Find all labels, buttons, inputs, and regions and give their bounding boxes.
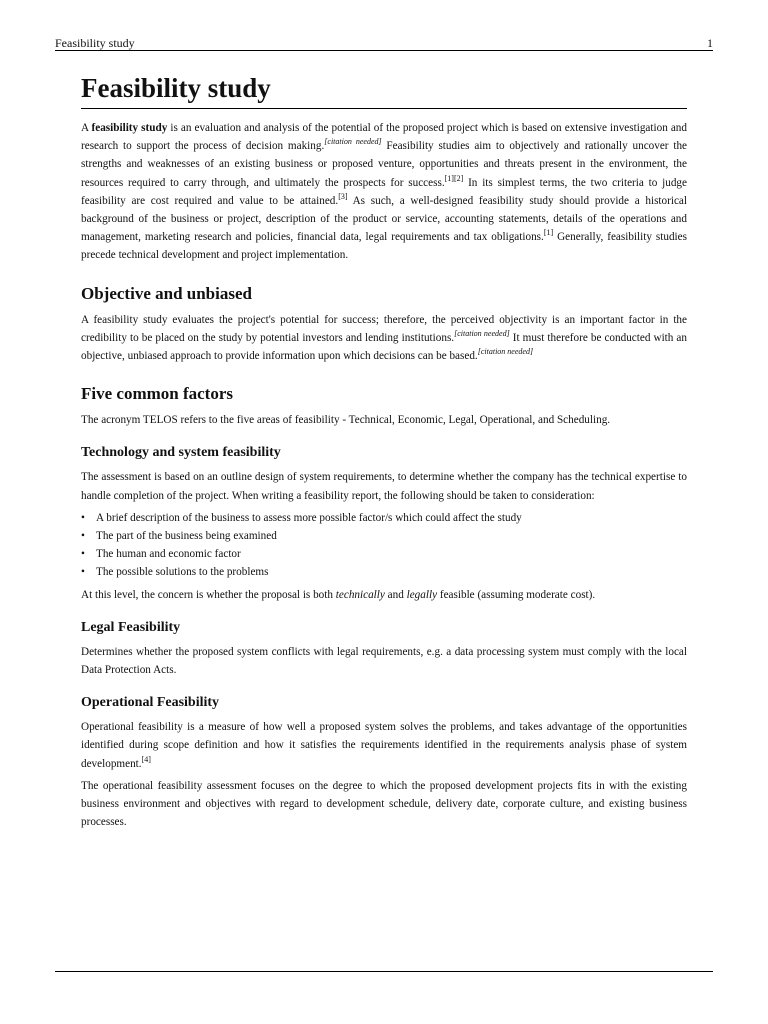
running-title: Feasibility study xyxy=(55,36,135,50)
italic-technically: technically xyxy=(335,588,385,601)
intro-text-a: A xyxy=(81,122,92,134)
italic-legally: legally xyxy=(406,588,438,601)
page-title: Feasibility study xyxy=(81,73,271,103)
intro-text-f: As such, a well-designed feasibility study should provide a historical background of the business or project, description of the product or service, accounting statements, details of the operations and management, marketing research and policies, financial data, legal requirements and tax obligations. xyxy=(81,194,687,244)
intro-paragraph xyxy=(81,119,687,265)
section-heading-objective: Objective and unbiased xyxy=(81,283,252,303)
intro-text-b: is an evaluation and analysis of the potential of the proposed project which is based on extensive investigation and research to support the process of decision making. xyxy=(81,122,687,153)
subsection-heading-legal: Legal Feasibility xyxy=(81,619,181,635)
article-body xyxy=(81,68,687,835)
intro-text-d: Feasibility studies aim to objectively and rationally uncover the strengths and weaknesses of an existing business or proposed venture, opportunities and threats present in the environment, the resources required to carry through, and ultimately the prospects for success. xyxy=(81,140,687,189)
operational-paragraph-1 xyxy=(81,718,687,773)
objective-text-b: It must therefore be conducted with an objective, unbiased approach to provide information upon which decisions can be based. xyxy=(81,331,687,363)
closing-text-b: and xyxy=(384,588,407,601)
bold-term: feasibility study xyxy=(91,122,168,134)
objective-paragraph xyxy=(81,311,687,366)
title-rule xyxy=(81,108,687,109)
technology-paragraph: The assessment is based on an outline design of system requirements, to determine whether the company has the technical expertise to handle completion of the project. When writing a feasibility report, the following should be taken to consideration: xyxy=(81,471,687,502)
technology-closing-paragraph xyxy=(81,586,687,604)
section-heading-factors: Five common factors xyxy=(81,384,234,404)
page-number: 1 xyxy=(707,36,713,50)
list-item: • The human and economic factor xyxy=(81,545,687,563)
list-item: • The part of the business being examined xyxy=(81,527,687,545)
factors-paragraph: The acronym TELOS refers to the five areas of feasibility - Technical, Economic, Legal, Operational, and Scheduling. xyxy=(81,414,611,427)
header-rule xyxy=(55,50,713,51)
citation-needed-link[interactable]: [citation needed] xyxy=(324,137,382,147)
subsection-heading-technology: Technology and system feasibility xyxy=(81,445,281,461)
footer-rule xyxy=(55,971,713,972)
legal-paragraph: Determines whether the proposed system conflicts with legal requirements, e.g. a data processing system must comply with the local Data Protection Acts. xyxy=(81,645,687,677)
subsection-heading-operational: Operational Feasibility xyxy=(81,695,220,711)
citation-needed-link[interactable]: [citation needed] xyxy=(477,347,534,357)
reference-link[interactable]: [1] xyxy=(543,228,554,238)
intro-text-e: In its simplest terms, the two criteria to judge feasibility are cost required and value to be attained. xyxy=(81,176,687,207)
citation-needed-link[interactable]: [citation needed] xyxy=(454,328,510,338)
running-header xyxy=(55,36,713,50)
operational-paragraph-2: The operational feasibility assessment focuses on the degree to which the proposed development projects fits in with the existing business environment and objectives with regard to development schedule, delivery date, corporate culture, and existing business processes. xyxy=(81,779,687,829)
closing-text-a: At this level, the concern is whether the proposal is both xyxy=(81,588,336,601)
list-item: • The possible solutions to the problems xyxy=(81,563,687,581)
operational-text-a: Operational feasibility is a measure of how well a proposed system solves the problems, and takes advantage of the opportunities identified during scope definition and how it satisfies the requirements identified in the requirements analysis phase of system development. xyxy=(81,721,687,770)
reference-link[interactable]: [1][2] xyxy=(444,173,464,183)
closing-text-c: feasible (assuming moderate cost). xyxy=(437,588,596,601)
technology-bullet-list xyxy=(81,509,687,582)
reference-link[interactable]: [3] xyxy=(338,191,348,201)
intro-text-g: Generally, feasibility studies precede technical development and project implementation. xyxy=(81,231,687,262)
reference-link[interactable]: [4] xyxy=(141,754,151,764)
list-item: • A brief description of the business to assess more possible factor/s which could affect the study xyxy=(81,509,687,527)
objective-text-a: A feasibility study evaluates the project's potential for success; therefore, the perceived objectivity is an important factor in the credibility to be placed on the study by potential investors and lending institutions. xyxy=(81,313,687,344)
